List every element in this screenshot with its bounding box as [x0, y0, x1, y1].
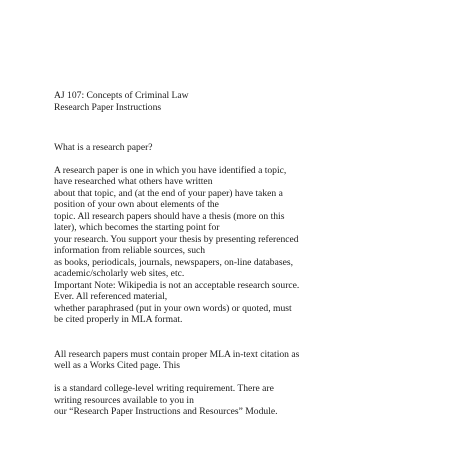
- spacer: [54, 153, 404, 165]
- paragraph-line: writing resources available to you in: [54, 394, 194, 406]
- paragraph-line: A research paper is one in which you have identified a topic,: [54, 164, 287, 176]
- paragraph-line: our “Research Paper Instructions and Resources” Module.: [54, 406, 278, 417]
- section-question: What is a research paper?: [54, 141, 153, 153]
- paragraph-line: whether paraphrased (put in your own words) or quoted, must: [54, 302, 292, 314]
- spacer: [54, 372, 404, 384]
- paragraph-line: academic/scholarly web sites, etc.: [54, 268, 185, 279]
- paragraph-line: as books, periodicals, journals, newspapers, on-line databases,: [54, 256, 293, 268]
- spacer: [54, 113, 404, 125]
- paragraph-line: position of your own about elements of the: [54, 199, 219, 210]
- document-course-title: AJ 107: Concepts of Criminal Law: [54, 90, 189, 101]
- paragraph-line: your research. You support your thesis by presenting referenced: [54, 233, 299, 245]
- document-body: [54, 90, 404, 418]
- paragraph-line: is a standard college-level writing requirement. There are: [54, 383, 274, 394]
- spacer: [54, 125, 404, 142]
- paragraph-line: information from reliable sources, such: [54, 245, 206, 256]
- paragraph-line: have researched what others have written: [54, 176, 213, 187]
- spacer: [54, 337, 404, 349]
- paragraph-line: well as a Works Cited page. This: [54, 360, 180, 371]
- paragraph-line: later), which becomes the starting point for: [54, 222, 220, 233]
- important-note-line: Important Note: Wikipedia is not an acceptable research source.: [54, 279, 300, 291]
- paragraph-line: be cited properly in MLA format.: [54, 314, 183, 325]
- paragraph-line: All research papers must contain proper MLA in-text citation as: [54, 348, 300, 360]
- paragraph-line: about that topic, and (at the end of your paper) have taken a: [54, 187, 283, 199]
- paragraph-line: topic. All research papers should have a thesis (more on this: [54, 210, 285, 222]
- document-subtitle: Research Paper Instructions: [54, 101, 162, 113]
- paragraph-line: Ever. All referenced material,: [54, 291, 168, 302]
- spacer: [54, 326, 404, 338]
